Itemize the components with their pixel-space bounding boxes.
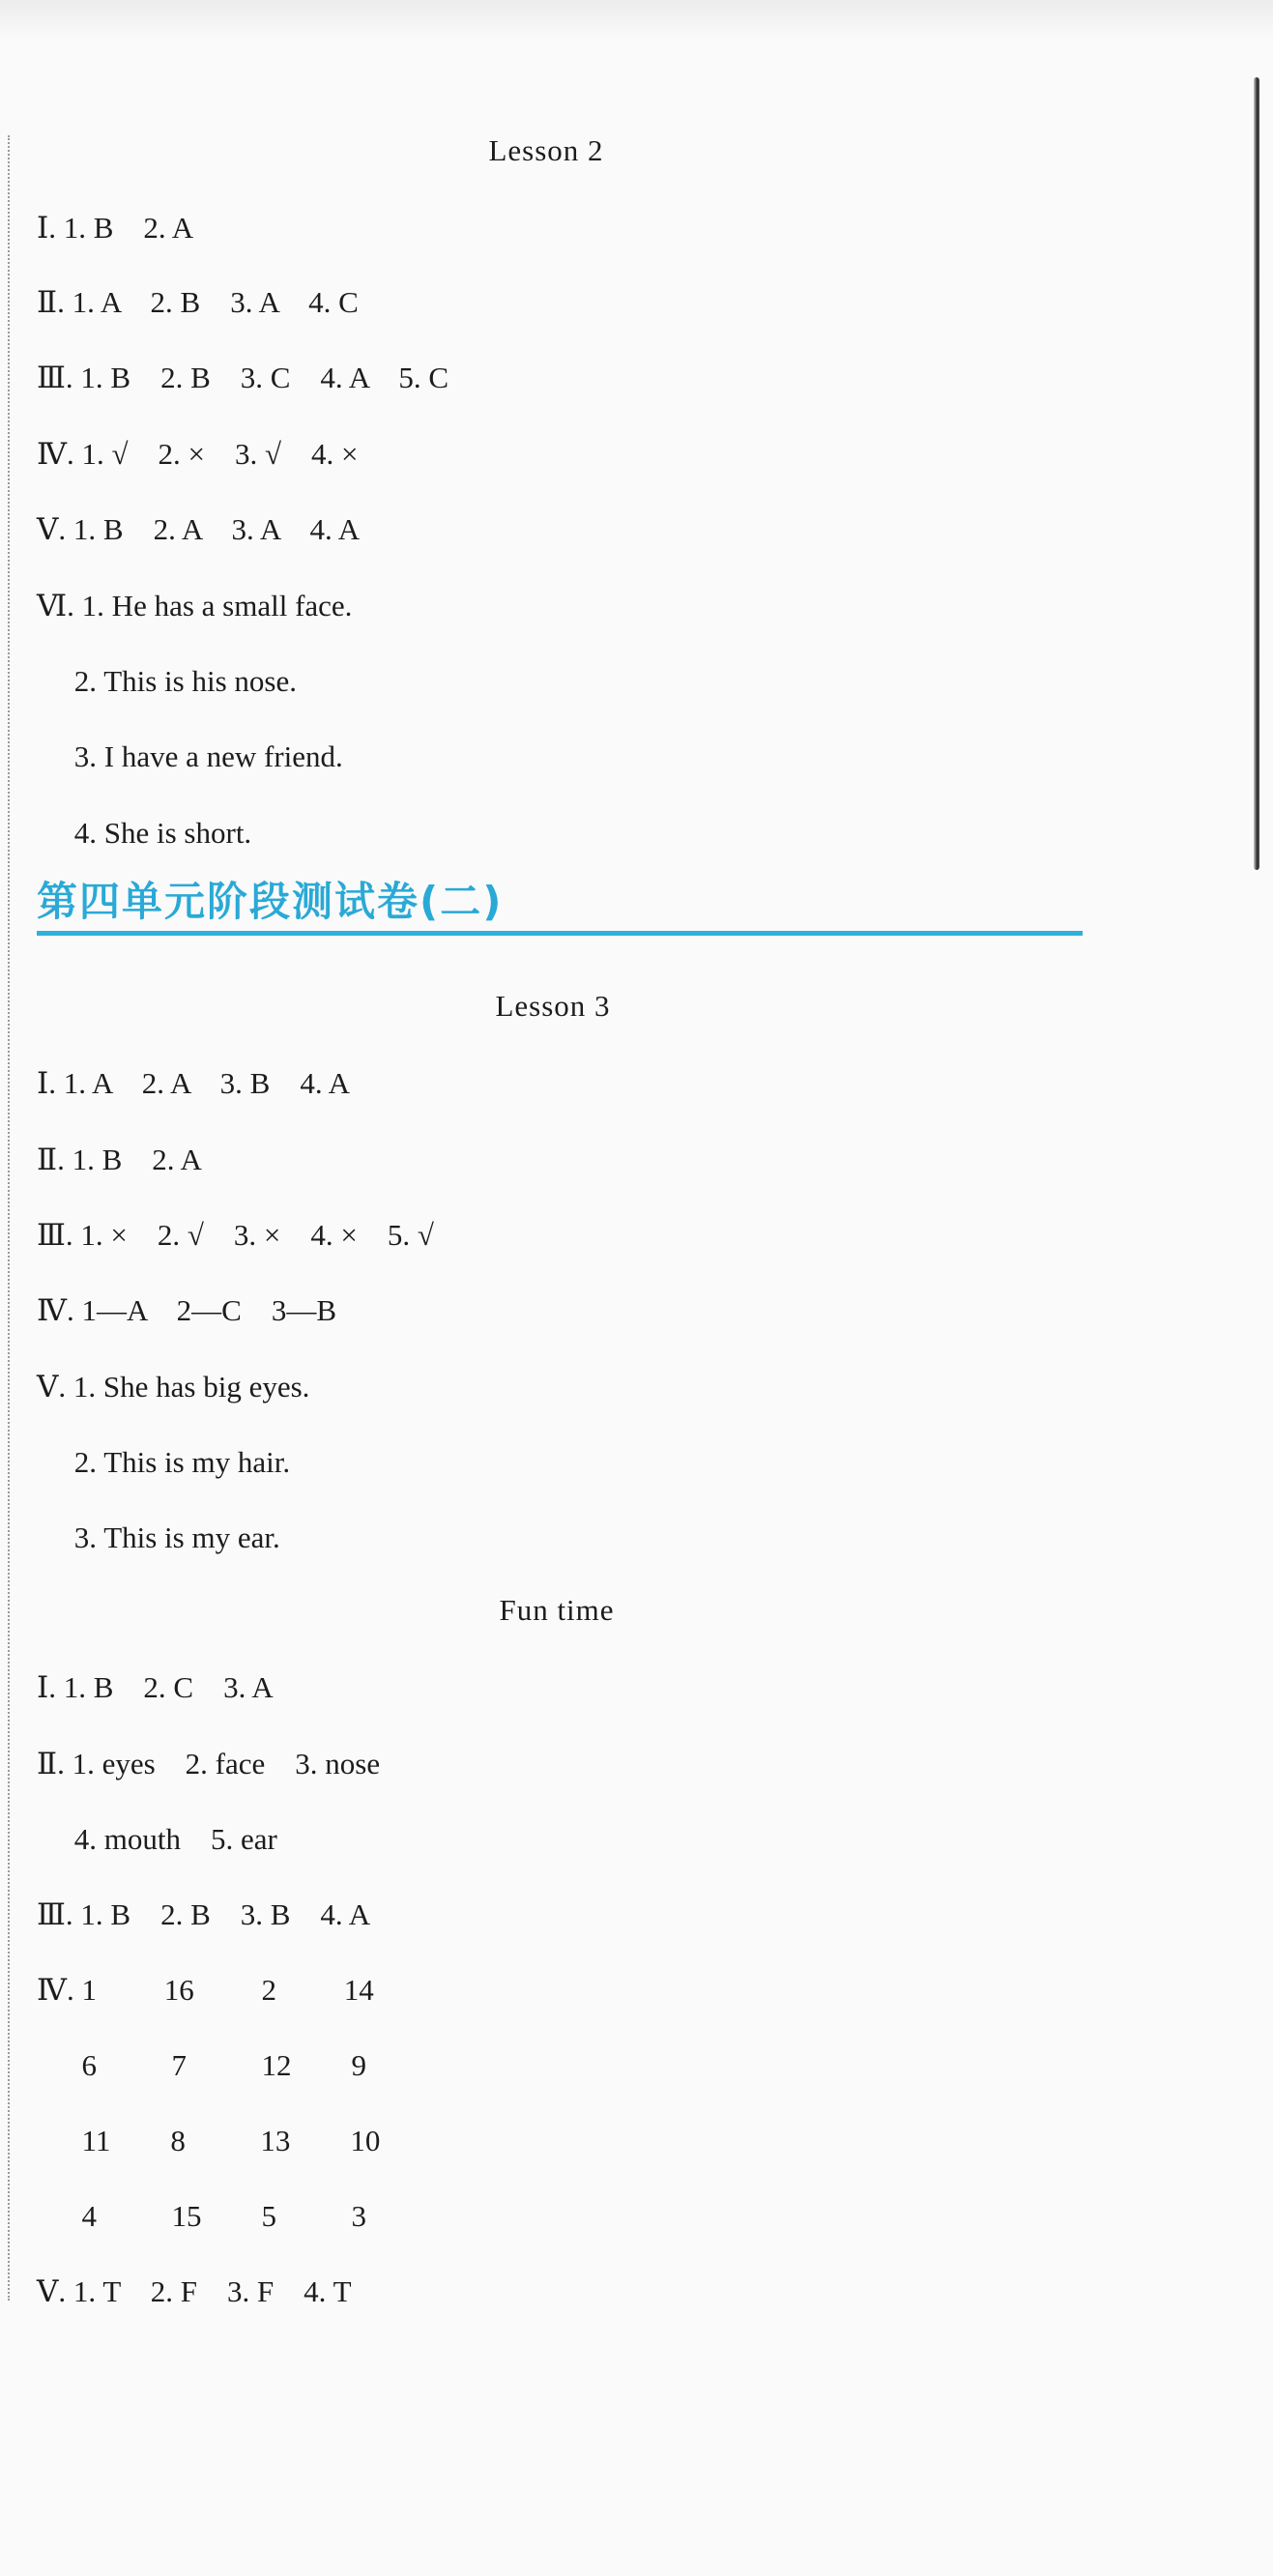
answer-line: Ⅳ. 1 16 2 14	[37, 1973, 374, 2007]
lesson-3-heading: Lesson 3	[495, 989, 611, 1023]
answer-line: Ⅱ. 1. B 2. A	[37, 1143, 202, 1176]
lesson-2-heading: Lesson 2	[488, 133, 604, 167]
answer-line: 3. This is my ear.	[37, 1520, 280, 1554]
fun-time-heading: Fun time	[499, 1593, 615, 1627]
answer-line: Ⅵ. 1. He has a small face.	[37, 589, 353, 622]
answer-line: Ⅴ. 1. B 2. A 3. A 4. A	[37, 512, 361, 546]
section-banner	[37, 878, 1081, 936]
answer-line: 4. She is short.	[37, 816, 252, 850]
answer-line: Ⅱ. 1. eyes 2. face 3. nose	[37, 1747, 381, 1780]
answer-line: 6 7 12 9	[37, 2048, 366, 2082]
page-shadow-edge	[1254, 77, 1259, 870]
section-title-underline	[37, 931, 1083, 936]
answer-line: 11 8 13 10	[37, 2124, 381, 2157]
answer-line: Ⅴ. 1. She has big eyes.	[37, 1370, 310, 1404]
answer-line: Ⅳ. 1—A 2—C 3—B	[37, 1293, 336, 1327]
answer-line: Ⅰ. 1. B 2. C 3. A	[37, 1670, 274, 1704]
answer-line: Ⅳ. 1. √ 2. × 3. √ 4. ×	[37, 437, 359, 471]
binding-edge	[8, 135, 10, 2301]
answer-line: Ⅲ. 1. B 2. B 3. C 4. A 5. C	[37, 361, 449, 394]
answer-line: 4 15 5 3	[37, 2199, 366, 2233]
answer-line: 2. This is my hair.	[37, 1445, 291, 1479]
answer-line: Ⅰ. 1. B 2. A	[37, 211, 194, 245]
answer-line: 2. This is his nose.	[37, 664, 297, 698]
answer-line: Ⅱ. 1. A 2. B 3. A 4. C	[37, 285, 359, 319]
answer-line: 4. mouth 5. ear	[37, 1822, 277, 1856]
answer-line: Ⅴ. 1. T 2. F 3. F 4. T	[37, 2274, 352, 2308]
section-title: 第四单元阶段测试卷(二)	[37, 878, 504, 925]
answer-line: Ⅰ. 1. A 2. A 3. B 4. A	[37, 1066, 351, 1100]
page-top-shade	[0, 0, 1273, 39]
answer-line: Ⅲ. 1. × 2. √ 3. × 4. × 5. √	[37, 1218, 434, 1252]
answer-line: 3. I have a new friend.	[37, 739, 343, 773]
answer-line: Ⅲ. 1. B 2. B 3. B 4. A	[37, 1897, 371, 1931]
